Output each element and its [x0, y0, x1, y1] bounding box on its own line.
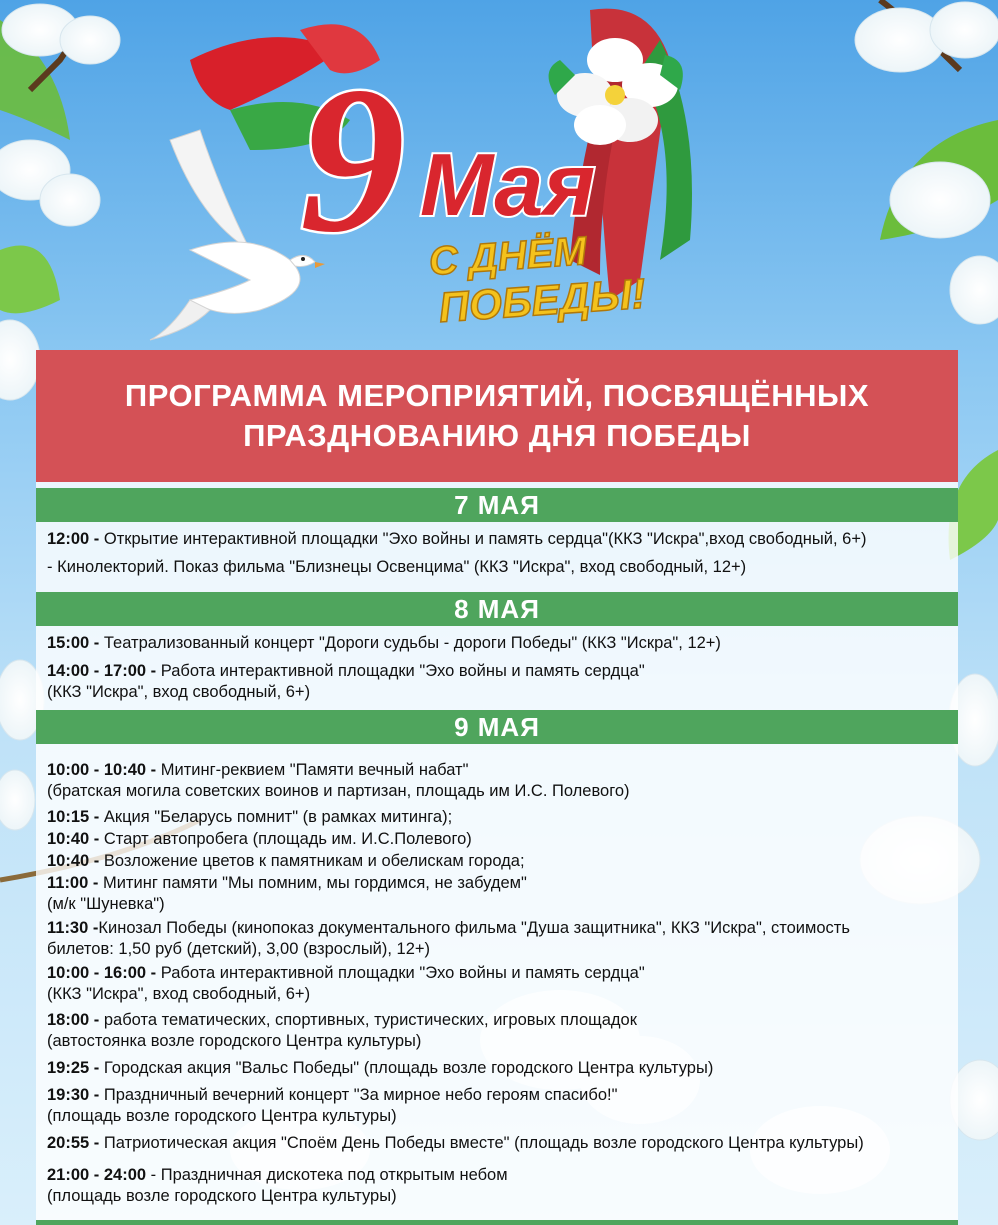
event-time: 10:15 -	[47, 808, 104, 826]
event-item	[47, 963, 952, 1005]
event-text: Патриотическая акция "Споём День Победы вместе" (площадь возле городского Центра культуры)	[103, 1134, 864, 1152]
event-time: 12:00 -	[47, 530, 104, 548]
event-time: 14:00 - 17:00 -	[47, 662, 161, 680]
event-text: Праздничный вечерний концерт "За мирное небо героям спасибо!" (площадь возле городского Центра культуры)	[47, 1086, 618, 1125]
event-time: 15:00 -	[47, 634, 104, 652]
event-item	[47, 807, 952, 828]
event-item	[47, 873, 952, 915]
event-text: Кинозал Победы (кинопоказ документального фильма "Душа защитника", ККЗ "Искра", стоимость билетов: 1,50 руб (детский), 3,00 (взрослый), 12+)	[47, 919, 850, 958]
event-time: 18:00 -	[47, 1011, 104, 1029]
event-time: 11:30 -	[47, 919, 99, 937]
event-text: Открытие интерактивной площадки "Эхо войны и память сердца"(ККЗ "Искра",вход свободный, 6+)	[103, 530, 867, 548]
program-title: ПРОГРАММА МЕРОПРИЯТИЙ, ПОСВЯЩЁННЫХ ПРАЗДНОВАНИЮ ДНЯ ПОБЕДЫ	[124, 378, 870, 453]
event-item	[47, 633, 952, 654]
hero-greeting-line2: ПОБЕДЫ!	[437, 269, 648, 331]
event-text: Митинг памяти "Мы помним, мы гордимся, не забудем" (м/к "Шуневка")	[47, 874, 527, 913]
event-text: Городская акция "Вальс Победы" (площадь возле городского Центра культуры)	[103, 1059, 714, 1077]
event-text: Старт автопробега (площадь им. И.С.Полевого)	[103, 830, 472, 848]
event-item	[47, 661, 952, 703]
event-item	[47, 829, 952, 850]
event-item	[47, 918, 952, 960]
event-item	[47, 760, 952, 802]
program-title-banner	[36, 350, 958, 482]
day-header-7-may: 7 МАЯ	[36, 488, 958, 522]
bottom-divider	[36, 1220, 958, 1225]
event-text: - Праздничная дискотека под открытым небом (площадь возле городского Центра культуры)	[47, 1166, 508, 1205]
event-item	[47, 557, 952, 578]
event-item	[47, 529, 952, 550]
event-text: Возложение цветов к памятникам и обелискам города;	[103, 852, 525, 870]
event-text: Акция "Беларусь помнит" (в рамках митинга);	[103, 808, 453, 826]
event-time: 21:00 - 24:00	[47, 1166, 151, 1184]
event-time: 20:55 -	[47, 1134, 104, 1152]
event-item	[47, 1010, 952, 1052]
dove-graphic	[150, 130, 325, 340]
event-text: работа тематических, спортивных, туристических, игровых площадок (автостоянка возле городского Центра культуры)	[47, 1011, 637, 1050]
event-time: 19:25 -	[47, 1059, 104, 1077]
day-header-8-may: 8 МАЯ	[36, 592, 958, 626]
event-time: 10:40 -	[47, 852, 104, 870]
event-text: - Кинолекторий. Показ фильма "Близнецы Освенцима" (ККЗ "Искра", вход свободный, 12+)	[47, 558, 747, 576]
event-text: Работа интерактивной площадки "Эхо войны и память сердца" (ККЗ "Искра", вход свободный, 6+)	[47, 662, 645, 701]
event-text: Театрализованный концерт "Дороги судьбы - дороги Победы" (ККЗ "Искра", 12+)	[103, 634, 721, 652]
event-time: 11:00 -	[47, 874, 103, 892]
event-item	[47, 1133, 952, 1154]
event-text: Митинг-реквием "Памяти вечный набат" (братская могила советских воинов и партизан, площадь им И.С. Полевого)	[47, 761, 630, 800]
event-item	[47, 1165, 952, 1207]
hero-greeting-line1: С ДНЁМ	[427, 229, 589, 284]
event-item	[47, 1085, 952, 1127]
hero-number: 9	[300, 44, 405, 276]
event-item	[47, 851, 952, 872]
event-time: 10:00 - 10:40 -	[47, 761, 161, 779]
hero-month: Мая	[420, 135, 596, 234]
event-time: 19:30 -	[47, 1086, 104, 1104]
hero-graphic	[0, 0, 998, 350]
event-time: 10:00 - 16:00 -	[47, 964, 161, 982]
event-text: Работа интерактивной площадки "Эхо войны и память сердца" (ККЗ "Искра", вход свободный, 6+)	[47, 964, 645, 1003]
event-item	[47, 1058, 952, 1079]
event-time: 10:40 -	[47, 830, 104, 848]
day-header-9-may: 9 МАЯ	[36, 710, 958, 744]
